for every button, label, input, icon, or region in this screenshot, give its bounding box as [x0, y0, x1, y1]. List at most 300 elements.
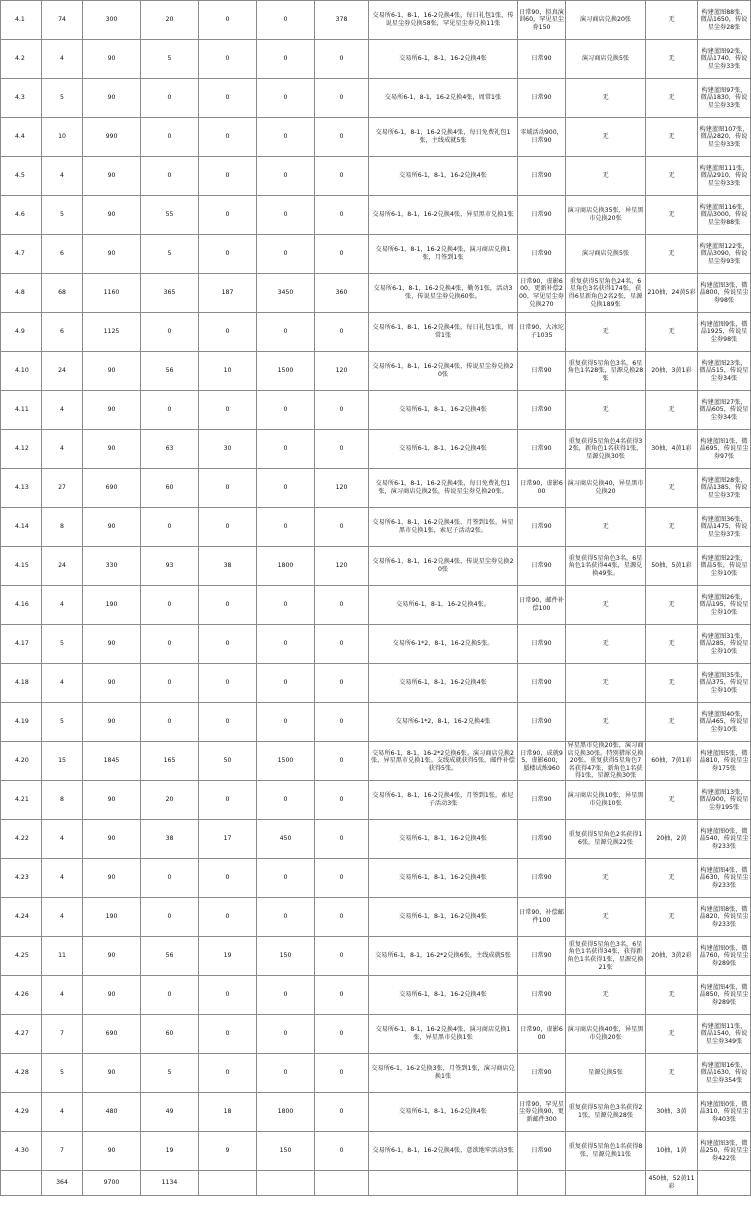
source-desc-cell: 交易所6-1，16-2兑换3张，月签到1张，演习商店兑换1张	[369, 1054, 518, 1093]
count-c-cell: 5	[141, 235, 199, 274]
count-c-cell: 56	[141, 937, 199, 976]
count-b-cell: 90	[83, 859, 141, 898]
total-count-f-cell	[315, 1171, 369, 1196]
date-cell: 4.11	[1, 391, 42, 430]
shop-exchange-cell: 重复获得5星角色1名获得8张，星源兑换11张	[566, 1132, 646, 1171]
count-a-cell: 4	[42, 859, 83, 898]
source-desc-cell: 交易所6-1，8-1，16-2兑换4张	[369, 820, 518, 859]
pulls-result-cell: 无	[646, 586, 698, 625]
shop-exchange-cell: 演习商店兑换10张，异星黑市兑换10张	[566, 781, 646, 820]
pulls-result-cell: 50抽，5黄1彩	[646, 547, 698, 586]
table-row	[1, 40, 751, 79]
source-desc-cell: 交易所6-1，8-1，16-2兑换4张	[369, 1093, 518, 1132]
table-row	[1, 313, 751, 352]
count-d-cell: 187	[199, 274, 257, 313]
table-row	[1, 1132, 751, 1171]
count-c-cell: 49	[141, 1093, 199, 1132]
count-b-cell: 90	[83, 391, 141, 430]
source-desc-cell: 交易所6-1，8-1，16-2兑换4张	[369, 40, 518, 79]
count-c-cell: 365	[141, 274, 199, 313]
source-desc-cell: 交易所6-1*2，8-1，16-2兑换4张	[369, 703, 518, 742]
count-a-cell: 5	[42, 79, 83, 118]
count-b-cell: 690	[83, 1015, 141, 1054]
count-f-cell: 0	[315, 79, 369, 118]
date-cell: 4.3	[1, 79, 42, 118]
pulls-result-cell: 无	[646, 40, 698, 79]
count-b-cell: 690	[83, 469, 141, 508]
count-b-cell: 90	[83, 625, 141, 664]
shop-exchange-cell: 重复获得5星角色3名，6星角色1名28张，星源兑换28张	[566, 352, 646, 391]
pulls-result-cell: 60抽，7黄1彩	[646, 742, 698, 781]
pulls-result-cell: 20抽，3黄1彩	[646, 352, 698, 391]
total-shop-exchange-cell	[566, 1171, 646, 1196]
daily-source-cell: 日常90	[518, 1132, 566, 1171]
count-a-cell: 68	[42, 274, 83, 313]
pulls-result-cell: 无	[646, 898, 698, 937]
count-b-cell: 90	[83, 430, 141, 469]
count-a-cell: 5	[42, 1054, 83, 1093]
shop-exchange-cell: 无	[566, 703, 646, 742]
count-d-cell: 10	[199, 352, 257, 391]
blueprint-balance-cell: 构建蓝图31张，微晶285，传说星尘券10张	[698, 625, 751, 664]
daily-source-cell: 日常90	[518, 40, 566, 79]
count-c-cell: 5	[141, 40, 199, 79]
daily-source-cell: 日常90	[518, 196, 566, 235]
shop-exchange-cell: 重复获得5星角色3名，6星角色1名获得44张，星源兑换49张。	[566, 547, 646, 586]
source-desc-cell: 交易所6-1，8-1，16-2兑换4张	[369, 664, 518, 703]
source-desc-cell: 交易所6-1，8-1，16-2兑换4张	[369, 391, 518, 430]
blueprint-balance-cell: 构建蓝图23张，微晶515，传说星尘券34张	[698, 352, 751, 391]
shop-exchange-cell: 演习商店兑换40，异星黑市兑换20	[566, 469, 646, 508]
count-d-cell: 0	[199, 391, 257, 430]
blueprint-balance-cell: 构建蓝图4张，微晶850，传说星尘券289张	[698, 976, 751, 1015]
count-e-cell: 3450	[257, 274, 315, 313]
table-row	[1, 742, 751, 781]
count-d-cell: 17	[199, 820, 257, 859]
blueprint-balance-cell: 构建蓝图3张，微晶800，传说星尘券98张	[698, 274, 751, 313]
count-b-cell: 300	[83, 1, 141, 40]
table-row	[1, 625, 751, 664]
count-c-cell: 0	[141, 391, 199, 430]
count-c-cell: 0	[141, 703, 199, 742]
date-cell: 4.21	[1, 781, 42, 820]
daily-source-cell: 日常90	[518, 937, 566, 976]
total-count-a-cell: 364	[42, 1171, 83, 1196]
count-b-cell: 90	[83, 157, 141, 196]
count-d-cell: 18	[199, 1093, 257, 1132]
pulls-result-cell: 无	[646, 976, 698, 1015]
count-e-cell: 0	[257, 859, 315, 898]
count-a-cell: 4	[42, 391, 83, 430]
table-row	[1, 1, 751, 40]
blueprint-balance-cell: 构建蓝图1张，微晶695，传说星尘券97张	[698, 430, 751, 469]
table-row	[1, 820, 751, 859]
count-c-cell: 63	[141, 430, 199, 469]
count-e-cell: 0	[257, 469, 315, 508]
daily-source-cell: 日常90，大冰坨子1035	[518, 313, 566, 352]
daily-source-cell: 日常90	[518, 547, 566, 586]
table-row	[1, 235, 751, 274]
table-row	[1, 703, 751, 742]
total-count-e-cell	[257, 1171, 315, 1196]
count-f-cell: 0	[315, 820, 369, 859]
total-daily-source-cell	[518, 1171, 566, 1196]
count-f-cell: 0	[315, 1015, 369, 1054]
count-e-cell: 450	[257, 820, 315, 859]
count-e-cell: 0	[257, 586, 315, 625]
count-f-cell: 378	[315, 1, 369, 40]
count-a-cell: 4	[42, 898, 83, 937]
daily-source-cell: 日常90	[518, 235, 566, 274]
date-cell: 4.25	[1, 937, 42, 976]
count-a-cell: 11	[42, 937, 83, 976]
source-desc-cell: 交易所6-1*2，8-1，16-2兑换5张。	[369, 625, 518, 664]
shop-exchange-cell: 无	[566, 508, 646, 547]
pulls-result-cell: 无	[646, 196, 698, 235]
shop-exchange-cell: 重复获得5星角色3名，6星角色1名获得34张，获得新角色1名获得1张，星源兑换21张	[566, 937, 646, 976]
table-row	[1, 157, 751, 196]
count-b-cell: 90	[83, 937, 141, 976]
count-a-cell: 74	[42, 1, 83, 40]
count-e-cell: 0	[257, 1015, 315, 1054]
count-f-cell: 0	[315, 1132, 369, 1171]
daily-source-cell: 日常90	[518, 781, 566, 820]
count-a-cell: 4	[42, 1093, 83, 1132]
pulls-result-cell: 无	[646, 469, 698, 508]
count-b-cell: 90	[83, 1132, 141, 1171]
count-d-cell: 0	[199, 1015, 257, 1054]
count-a-cell: 10	[42, 118, 83, 157]
blueprint-balance-cell: 构建蓝图111张，微晶2910，传说星尘券33张	[698, 157, 751, 196]
total-pulls-result-cell: 450抽，52黄11彩	[646, 1171, 698, 1196]
count-a-cell: 27	[42, 469, 83, 508]
daily-source-cell: 日常90	[518, 703, 566, 742]
date-cell: 4.5	[1, 157, 42, 196]
count-e-cell: 0	[257, 1054, 315, 1093]
count-f-cell: 120	[315, 469, 369, 508]
count-f-cell: 0	[315, 664, 369, 703]
daily-source-cell: 日常90	[518, 976, 566, 1015]
count-a-cell: 5	[42, 703, 83, 742]
count-d-cell: 0	[199, 40, 257, 79]
count-d-cell: 19	[199, 937, 257, 976]
table-row	[1, 469, 751, 508]
blueprint-balance-cell: 构建蓝图0张，微晶310，传说星尘券403张	[698, 1093, 751, 1132]
count-c-cell: 20	[141, 1, 199, 40]
count-c-cell: 20	[141, 781, 199, 820]
table-row	[1, 118, 751, 157]
count-b-cell: 90	[83, 352, 141, 391]
count-b-cell: 90	[83, 196, 141, 235]
pulls-result-cell: 无	[646, 79, 698, 118]
count-d-cell: 0	[199, 79, 257, 118]
date-cell: 4.6	[1, 196, 42, 235]
daily-source-cell: 日常90	[518, 157, 566, 196]
table-row	[1, 976, 751, 1015]
shop-exchange-cell: 无	[566, 586, 646, 625]
source-desc-cell: 交易所6-1，8-1，16-2兑换4张，意欲地牢活动3张	[369, 1132, 518, 1171]
count-e-cell: 0	[257, 196, 315, 235]
count-a-cell: 4	[42, 40, 83, 79]
daily-source-cell: 日常90	[518, 391, 566, 430]
count-a-cell: 4	[42, 157, 83, 196]
count-a-cell: 4	[42, 586, 83, 625]
count-a-cell: 7	[42, 1015, 83, 1054]
count-e-cell: 0	[257, 508, 315, 547]
table-row	[1, 898, 751, 937]
daily-source-cell: 日常90，拟真演训60，罕见星尘券150	[518, 1, 566, 40]
count-d-cell: 0	[199, 781, 257, 820]
count-d-cell: 9	[199, 1132, 257, 1171]
count-b-cell: 190	[83, 586, 141, 625]
source-desc-cell: 交易所6-1，8-1，16-2兑换4张，每日礼包1张，传说星尘券兑换58张，罕见星尘券兑换11张	[369, 1, 518, 40]
pulls-result-cell: 无	[646, 703, 698, 742]
count-e-cell: 0	[257, 391, 315, 430]
count-b-cell: 90	[83, 781, 141, 820]
table-row	[1, 586, 751, 625]
count-c-cell: 0	[141, 79, 199, 118]
count-e-cell: 0	[257, 781, 315, 820]
pulls-result-cell: 无	[646, 625, 698, 664]
shop-exchange-cell: 无	[566, 157, 646, 196]
date-cell: 4.10	[1, 352, 42, 391]
count-c-cell: 0	[141, 157, 199, 196]
count-a-cell: 15	[42, 742, 83, 781]
count-b-cell: 90	[83, 508, 141, 547]
blueprint-balance-cell: 构建蓝图97张，微晶1830，传说星尘券33张	[698, 79, 751, 118]
count-b-cell: 330	[83, 547, 141, 586]
daily-source-cell: 日常90	[518, 1054, 566, 1093]
table-row	[1, 430, 751, 469]
count-f-cell: 0	[315, 196, 369, 235]
pulls-result-cell: 无	[646, 313, 698, 352]
count-d-cell: 0	[199, 976, 257, 1015]
count-f-cell: 0	[315, 898, 369, 937]
table-row	[1, 781, 751, 820]
count-e-cell: 1800	[257, 1093, 315, 1132]
count-c-cell: 0	[141, 664, 199, 703]
source-desc-cell: 交易所6-1，8-1，16-2兑换4张，演习商店兑换1张，异星黑市兑换1张	[369, 1015, 518, 1054]
count-b-cell: 480	[83, 1093, 141, 1132]
count-d-cell: 38	[199, 547, 257, 586]
source-desc-cell: 交易所6-1，8-1，16-2兑换4张	[369, 859, 518, 898]
daily-source-cell: 日常90	[518, 625, 566, 664]
source-desc-cell: 交易所6-1，8-1，16-2兑换4张，每日免费礼包1张，主线成就5张	[369, 118, 518, 157]
pulls-result-cell: 无	[646, 391, 698, 430]
date-cell: 4.29	[1, 1093, 42, 1132]
blueprint-balance-cell: 构建蓝图5张，微晶810，传说星尘券175张	[698, 742, 751, 781]
source-desc-cell: 交易所6-1，8-1，16-2兑换4张	[369, 157, 518, 196]
date-cell: 4.18	[1, 664, 42, 703]
total-count-b-cell: 9700	[83, 1171, 141, 1196]
table-row	[1, 79, 751, 118]
shop-exchange-cell: 演习商店兑换5张	[566, 40, 646, 79]
count-e-cell: 0	[257, 1, 315, 40]
count-e-cell: 0	[257, 235, 315, 274]
count-d-cell: 0	[199, 313, 257, 352]
table-row	[1, 1054, 751, 1093]
count-f-cell: 0	[315, 859, 369, 898]
count-d-cell: 0	[199, 118, 257, 157]
pulls-result-cell: 210抽，24黄5彩	[646, 274, 698, 313]
shop-exchange-cell: 重复获得5星角色4名获得32张，新角色1名获得1张，星源兑换30张	[566, 430, 646, 469]
count-a-cell: 8	[42, 781, 83, 820]
count-c-cell: 0	[141, 508, 199, 547]
count-f-cell: 120	[315, 352, 369, 391]
source-desc-cell: 交易所6-1，8-1，16-2兑换4张，每日免费礼包1张，演习商店兑换2张，传说星尘券兑换20张。	[369, 469, 518, 508]
table-row	[1, 196, 751, 235]
daily-source-cell: 日常90，罕见星尘券兑换90，更新邮件300	[518, 1093, 566, 1132]
count-a-cell: 6	[42, 313, 83, 352]
date-cell: 4.16	[1, 586, 42, 625]
source-desc-cell: 交易所6-1，8-1，16-2兑换4张，每日礼包1张，周常1张	[369, 313, 518, 352]
totals-row	[1, 1171, 751, 1196]
count-e-cell: 1800	[257, 547, 315, 586]
blueprint-balance-cell: 构建蓝图27张，微晶605，传说星尘券34张	[698, 391, 751, 430]
shop-exchange-cell: 演习商店兑换5张	[566, 235, 646, 274]
count-c-cell: 0	[141, 118, 199, 157]
table-body	[1, 1, 751, 1196]
count-f-cell: 0	[315, 430, 369, 469]
blueprint-balance-cell: 构建蓝图35张，微晶375，传说星尘券10张	[698, 664, 751, 703]
count-f-cell: 0	[315, 703, 369, 742]
count-c-cell: 56	[141, 352, 199, 391]
shop-exchange-cell: 演习商店兑换20张	[566, 1, 646, 40]
count-c-cell: 19	[141, 1132, 199, 1171]
pulls-result-cell: 20抽，2黄	[646, 820, 698, 859]
date-cell: 4.30	[1, 1132, 42, 1171]
date-cell: 4.8	[1, 274, 42, 313]
daily-source-cell: 日常90，补偿邮件100	[518, 898, 566, 937]
pulls-result-cell: 无	[646, 859, 698, 898]
count-e-cell: 0	[257, 625, 315, 664]
count-e-cell: 0	[257, 118, 315, 157]
count-f-cell: 0	[315, 313, 369, 352]
count-f-cell: 120	[315, 547, 369, 586]
count-a-cell: 8	[42, 508, 83, 547]
count-d-cell: 0	[199, 508, 257, 547]
pulls-result-cell: 30抽，3黄	[646, 1093, 698, 1132]
daily-source-cell: 零域活动900，日常90	[518, 118, 566, 157]
count-a-cell: 5	[42, 196, 83, 235]
count-c-cell: 5	[141, 1054, 199, 1093]
count-e-cell: 0	[257, 703, 315, 742]
count-a-cell: 6	[42, 235, 83, 274]
date-cell: 4.15	[1, 547, 42, 586]
pulls-result-cell: 20抽，3黄2彩	[646, 937, 698, 976]
blueprint-balance-cell: 构建蓝图16张，微晶1630，传说星尘券354张	[698, 1054, 751, 1093]
date-cell: 4.7	[1, 235, 42, 274]
date-cell: 4.17	[1, 625, 42, 664]
count-a-cell: 4	[42, 430, 83, 469]
shop-exchange-cell: 重复获得5星角色3名获得21张，星源兑换28张	[566, 1093, 646, 1132]
shop-exchange-cell: 无	[566, 118, 646, 157]
daily-source-cell: 日常90	[518, 859, 566, 898]
count-f-cell: 0	[315, 508, 369, 547]
count-f-cell: 0	[315, 1093, 369, 1132]
daily-source-cell: 日常90，虚影600	[518, 469, 566, 508]
count-d-cell: 0	[199, 196, 257, 235]
daily-source-cell: 日常90，虚影600，更新补偿200，罕见星尘券兑换270	[518, 274, 566, 313]
count-f-cell: 0	[315, 781, 369, 820]
blueprint-balance-cell: 构建蓝图122张，微晶3090，传说星尘券93张	[698, 235, 751, 274]
table-row	[1, 937, 751, 976]
count-c-cell: 165	[141, 742, 199, 781]
shop-exchange-cell: 无	[566, 391, 646, 430]
date-cell: 4.1	[1, 1, 42, 40]
date-cell: 4.2	[1, 40, 42, 79]
count-b-cell: 190	[83, 898, 141, 937]
date-cell: 4.9	[1, 313, 42, 352]
daily-source-cell: 日常90	[518, 352, 566, 391]
count-d-cell: 0	[199, 898, 257, 937]
count-a-cell: 5	[42, 625, 83, 664]
count-d-cell: 0	[199, 1, 257, 40]
pulls-result-cell: 无	[646, 1015, 698, 1054]
shop-exchange-cell: 无	[566, 313, 646, 352]
daily-source-cell: 日常90，成就95，虚影600，蜃楼试炼960	[518, 742, 566, 781]
shop-exchange-cell: 无	[566, 625, 646, 664]
shop-exchange-cell: 重复获得5星角色2名获得16张，星源兑换22张	[566, 820, 646, 859]
shop-exchange-cell: 无	[566, 976, 646, 1015]
count-b-cell: 90	[83, 820, 141, 859]
count-e-cell: 150	[257, 937, 315, 976]
shop-exchange-cell: 无	[566, 898, 646, 937]
count-b-cell: 1845	[83, 742, 141, 781]
count-d-cell: 0	[199, 235, 257, 274]
date-cell: 4.19	[1, 703, 42, 742]
table-row	[1, 274, 751, 313]
blueprint-balance-cell: 构建蓝图36张，微晶1475，传说星尘券37张	[698, 508, 751, 547]
blueprint-balance-cell: 构建蓝图0张，微晶760，传说星尘券289张	[698, 937, 751, 976]
count-b-cell: 90	[83, 235, 141, 274]
date-cell: 4.26	[1, 976, 42, 1015]
count-a-cell: 4	[42, 976, 83, 1015]
count-d-cell: 0	[199, 859, 257, 898]
count-c-cell: 60	[141, 1015, 199, 1054]
count-e-cell: 1500	[257, 352, 315, 391]
count-a-cell: 7	[42, 1132, 83, 1171]
source-desc-cell: 交易所6-1，8-1，16-2兑换4张，勤务1张，活动3张，传说星尘券兑换60张。	[369, 274, 518, 313]
count-d-cell: 0	[199, 469, 257, 508]
source-desc-cell: 交易所6-1，8-1，16-2兑换4张，异星黑市兑换1张	[369, 196, 518, 235]
count-c-cell: 0	[141, 313, 199, 352]
table-row	[1, 859, 751, 898]
count-c-cell: 0	[141, 859, 199, 898]
shop-exchange-cell: 演习商店兑换40张，异星黑市兑换20张	[566, 1015, 646, 1054]
blueprint-balance-cell: 构建蓝图28张，微晶1385，传说星尘券37张	[698, 469, 751, 508]
daily-source-cell: 日常90	[518, 664, 566, 703]
count-e-cell: 0	[257, 430, 315, 469]
pulls-result-cell: 无	[646, 1, 698, 40]
count-f-cell: 0	[315, 40, 369, 79]
shop-exchange-cell: 无	[566, 79, 646, 118]
source-desc-cell: 交易所6-1，8-1，16-2兑换4张，月签到1张，索尼子活动3张	[369, 781, 518, 820]
blueprint-balance-cell: 构建蓝图0张，微晶540，传说星尘券233张	[698, 820, 751, 859]
count-d-cell: 0	[199, 1054, 257, 1093]
table-row	[1, 1093, 751, 1132]
date-cell: 4.24	[1, 898, 42, 937]
blueprint-balance-cell: 构建蓝图40张，微晶465，传说星尘券10张	[698, 703, 751, 742]
date-cell: 4.27	[1, 1015, 42, 1054]
count-b-cell: 90	[83, 664, 141, 703]
source-desc-cell: 交易所6-1，8-1，16-2兑换4张，传说星尘券兑换20张	[369, 352, 518, 391]
pulls-result-cell: 30抽，4黄1彩	[646, 430, 698, 469]
count-f-cell: 0	[315, 1054, 369, 1093]
source-desc-cell: 交易所6-1，8-1，16-2兑换4张	[369, 898, 518, 937]
blueprint-balance-cell: 构建蓝图8张，微晶820，传说星尘券233张	[698, 898, 751, 937]
count-e-cell: 0	[257, 40, 315, 79]
